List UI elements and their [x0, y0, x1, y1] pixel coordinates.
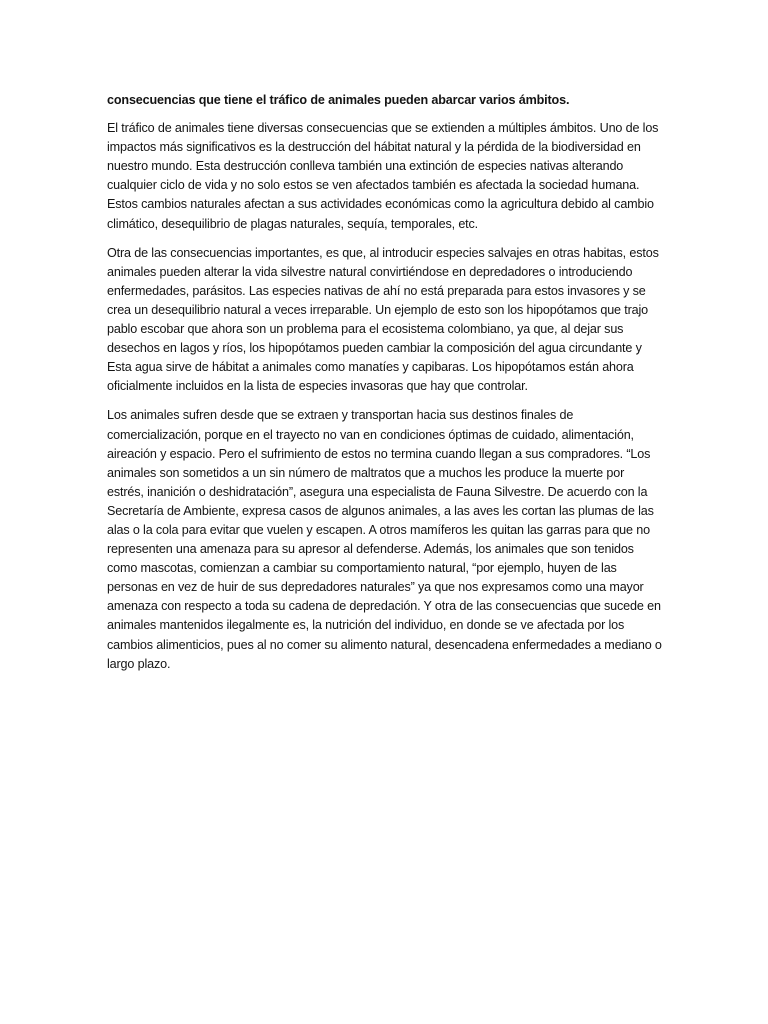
paragraph-2: Otra de las consecuencias importantes, es que, al introducir especies salvajes en otras habitas, estos animales pueden alterar la vida silvestre natural convirtiéndose en depredadores o introduciendo enfermedades, parásitos. Las especies nativas de ahí no está preparada para estos invasores y se crea un desequilibrio natural a veces irreparable. Un ejemplo de esto son los hipopótamos que trajo pablo escobar que ahora son un problema para el ecosistema colombiano, ya que, al dejar sus desechos en lagos y ríos, los hipopótamos pueden cambiar la composición del agua circundante y Esta agua sirve de hábitat a animales como manatíes y capibaras. Los hipopótamos están ahora oficialmente incluidos en la lista de especies invasoras que hay que controlar.: [107, 245, 659, 394]
paragraph-3: Los animales sufren desde que se extraen y transportan hacia sus destinos finales de comercialización, porque en el trayecto no van en condiciones óptimas de cuidado, alimentación, aireación y espacio. Pero el sufrimiento de estos no termina cuando llegan a sus compradores. “Los animales son sometidos a un sin número de maltratos que a muchos les produce la muerte por estrés, inanición o deshidratación”, asegura una especialista de Fauna Silvestre. De acuerdo con la Secretaría de Ambiente, expresa casos de algunos animales, a las aves les cortan las plumas de las alas o la cola para evitar que vuelen y escapen. A otros mamíferos les quitan las garras para que no representen una amenaza para su apresor al defenderse. Además, los animales que son tenidos como mascotas, comienzan a cambiar su comportamiento natural, “por ejemplo, huyen de las personas en vez de huir de sus depredadores naturales” ya que nos expresamos como una mayor amenaza con respecto a toda su cadena de depredación. Y otra de las consecuencias que sucede en animales mantenidos ilegalmente es, la nutrición del individuo, en donde se ve afectada por los cambios alimenticios, pues al no comer su alimento natural, desencadena enfermedades a mediano o largo plazo.: [107, 408, 662, 671]
paragraph-1: El tráfico de animales tiene diversas consecuencias que se extienden a múltiples ámbitos. Uno de los impactos más significativos es la destrucción del hábitat natural y la pérdida de la biodiversidad en nuestro mundo. Esta destrucción conlleva también una extinción de especies nativas alterando cualquier ciclo de vida y no solo estos se ven afectados también es afectada la sociedad humana. Estos cambios naturales afectan a sus actividades económicas como la agricultura debido al cambio climático, desequilibrio de plagas naturales, sequía, temporales, etc.: [107, 121, 659, 231]
document-heading: consecuencias que tiene el tráfico de animales pueden abarcar varios ámbitos.: [107, 93, 570, 107]
document-body: [107, 91, 663, 684]
